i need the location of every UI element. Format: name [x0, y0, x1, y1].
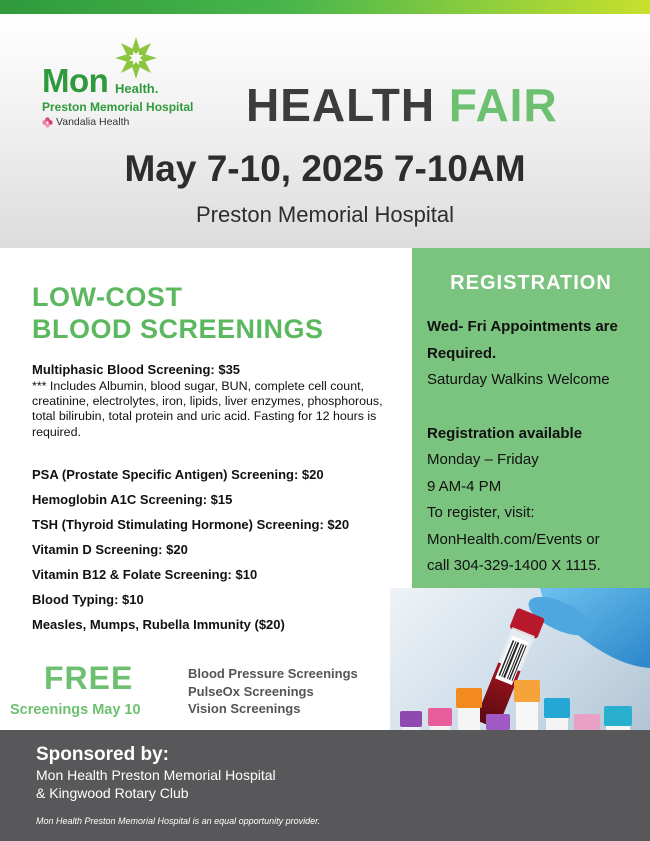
- free-screening-item: Blood Pressure Screenings: [188, 666, 358, 681]
- title-health: HEALTH: [246, 79, 436, 131]
- register-url: MonHealth.com/Events or: [427, 530, 600, 548]
- logo-mon-text: Mon: [42, 62, 109, 99]
- registration-body: [427, 314, 650, 580]
- walkins-text: Saturday Walkins Welcome: [427, 371, 610, 388]
- registration-panel: [412, 248, 650, 588]
- title-fair: FAIR: [448, 79, 558, 131]
- multiphasic-title: Multiphasic Blood Screening: $35: [32, 362, 241, 377]
- header-banner: [0, 14, 650, 248]
- event-venue: Preston Memorial Hospital: [196, 202, 454, 227]
- vandalia-text: Vandalia Health: [56, 116, 130, 128]
- mon-health-logo: [42, 36, 232, 136]
- vandalia-flower-icon: [42, 117, 53, 128]
- top-accent-bar: [0, 0, 650, 14]
- screening-item: Blood Typing: $10: [32, 592, 144, 607]
- logo-health-text: Health.: [115, 81, 159, 96]
- registration-title: REGISTRATION: [450, 272, 612, 294]
- screening-item: Hemoglobin A1C Screening: $15: [32, 492, 233, 507]
- registration-days: Monday – Friday: [427, 451, 539, 468]
- screening-list: [32, 462, 412, 637]
- multiphasic-description: *** Includes Albumin, blood sugar, BUN, complete cell count, creatinine, electrolytes, iron, lipids, liver enzymes, phosphorous, total bilirubin, total protein and uric acid. Fasting for 12 hours is required.: [32, 379, 383, 439]
- appointments-line-1: Wed- Fri Appointments are: [427, 318, 618, 335]
- screening-item: Vitamin B12 & Folate Screening: $10: [32, 567, 258, 582]
- vandalia-health-label: [42, 116, 129, 128]
- screening-item: PSA (Prostate Specific Antigen) Screening: $20: [32, 467, 324, 482]
- sponsor-line-2: & Kingwood Rotary Club: [36, 785, 189, 801]
- free-screening-item: Vision Screenings: [188, 701, 301, 716]
- multiphasic-block: [32, 362, 402, 440]
- free-subtitle: Screenings May 10: [10, 702, 141, 718]
- screening-item: TSH (Thyroid Stimulating Hormone) Screening: $20: [32, 517, 350, 532]
- event-title: [246, 78, 558, 132]
- equal-opportunity-note: Mon Health Preston Memorial Hospital is an equal opportunity provider.: [36, 816, 321, 826]
- free-screening-item: PulseOx Screenings: [188, 683, 314, 699]
- sponsor-line-1: Mon Health Preston Memorial Hospital: [36, 767, 276, 783]
- event-date: May 7-10, 2025 7-10AM: [124, 148, 526, 189]
- registration-available: Registration available: [427, 424, 583, 442]
- screening-item: Vitamin D Screening: $20: [32, 542, 188, 557]
- screening-item: Measles, Mumps, Rubella Immunity ($20): [32, 617, 285, 632]
- heading-line-2: BLOOD SCREENINGS: [32, 314, 324, 344]
- appointments-line-2: Required.: [427, 344, 497, 362]
- heading-line-1: LOW-COST: [32, 282, 183, 312]
- low-cost-heading: [32, 281, 324, 345]
- register-phone: call 304-329-1400 X 1115.: [427, 557, 601, 574]
- sponsored-by-heading: Sponsored by:: [36, 744, 170, 765]
- register-instruction: To register, visit:: [427, 504, 535, 521]
- spacer: [427, 394, 650, 421]
- registration-hours: 9 AM-4 PM: [427, 477, 502, 495]
- free-label: FREE: [44, 660, 134, 696]
- free-screening-list: [188, 665, 358, 718]
- mon-health-star-icon: [114, 36, 158, 80]
- logo-hospital-text: Preston Memorial Hospital: [42, 100, 194, 114]
